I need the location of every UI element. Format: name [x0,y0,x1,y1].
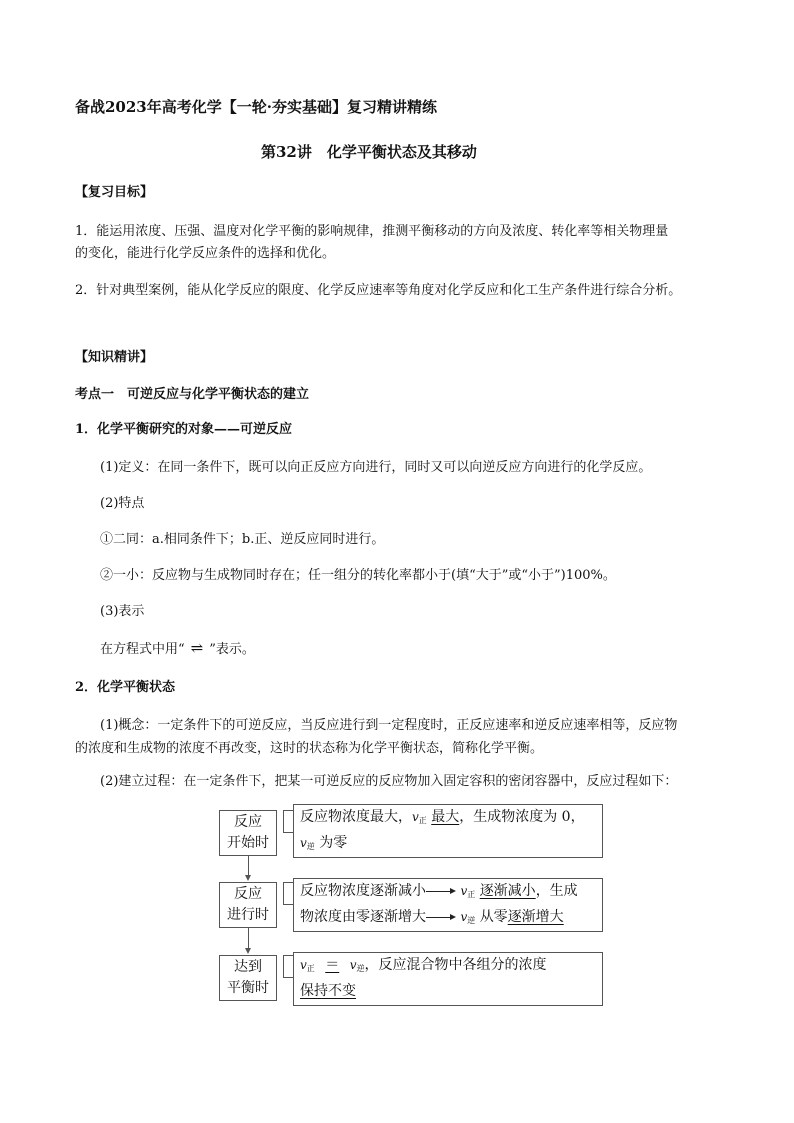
start-description-box [293,804,603,858]
stage-equilibrium-box [219,955,277,1001]
v-letter: v [412,810,419,824]
v-letter: v [460,910,468,924]
section-1-title: 1．化学平衡研究的对象——可逆反应 [75,422,293,437]
equilibrium-desc-blank-constant: 保持不变 [300,983,356,999]
progress-desc-text-c: ，生成 [535,883,578,899]
v-letter: v [349,958,357,972]
start-desc-blank-max: 最大 [431,809,460,825]
concept-line-1: (1)概念：一定条件下的可逆反应，当反应进行到一定程度时，正反应速率和逆反应速率相等，反应物 [100,718,678,733]
representation-suffix: ”表示。 [209,642,255,657]
lecture-title: 第32讲 化学平衡状态及其移动 [261,143,477,161]
stage-progress-box [219,882,277,928]
stage-start-line-2: 开始时 [227,835,269,851]
stage-progress-line-1: 反应 [234,886,262,902]
concept-line-2: 的浓度和生成物的浓度不再改变，这时的状态称为化学平衡状态，简称化学平衡。 [75,741,544,756]
feature-1: ①二同：a.相同条件下；b.正、逆反应同时进行。 [100,532,385,547]
reverse-subscript: 逆 [467,916,476,925]
feature-2: ②一小：反应物与生成物同时存在；任一组分的转化率都小于(填“大于”或“小于”)100%。 [100,568,616,583]
v-forward-symbol [412,810,427,824]
stage-equilibrium-line-2: 平衡时 [227,980,269,996]
progress-desc-blank-increase: 逐渐增大 [507,909,564,925]
v-letter: v [300,836,307,850]
stage-start-box [219,810,277,856]
flow-arrow-head-2 [245,948,251,954]
start-desc-text-d: 为零 [314,835,348,851]
right-arrow-icon [426,912,456,922]
v-forward-symbol [300,958,315,972]
document-title: 备战2023年高考化学【一轮·夯实基础】复习精讲精练 [75,98,437,116]
goals-heading: 【复习目标】 [75,185,154,200]
stage-progress-line-2: 进行时 [227,907,269,923]
bracket-3 [283,955,293,978]
equilibrium-desc-text-a: ，反应混合物中各组分的浓度 [364,957,547,973]
progress-desc-blank-decrease: 逐渐减小 [479,883,536,899]
start-desc-text-c: ，生成物浓度为 0， [459,809,585,825]
progress-desc-text-a: 反应物浓度逐渐减小 [300,883,426,899]
reverse-subscript: 逆 [356,964,365,973]
goal-2: 2．针对典型案例，能从化学反应的限度、化学反应速率等角度对化学反应和化工生产条件进行综合分析。 [75,283,682,298]
progress-description-box [293,878,603,932]
stage-equilibrium-line-1: 达到 [234,959,262,975]
equilibrium-description-box [293,952,603,1006]
representation-prefix: 在方程式中用“ [100,642,185,657]
v-reverse-symbol [300,836,315,850]
point-one-title: 考点一 可逆反应与化学平衡状态的建立 [75,387,310,402]
reversible-arrow-symbol: ⇌ [190,639,204,657]
bracket-2 [283,882,293,905]
reverse-subscript: 逆 [306,842,315,851]
knowledge-heading: 【知识精讲】 [75,350,154,365]
flow-arrow-head-1 [245,875,251,881]
section-2-title: 2．化学平衡状态 [75,680,176,695]
process-intro: (2)建立过程：在一定条件下，把某一可逆反应的反应物加入固定容积的密闭容器中，反应过程如下： [100,774,678,789]
flow-arrow-line-2 [248,928,249,949]
forward-subscript: 正 [467,890,476,899]
flow-arrow-line-1 [248,856,249,876]
v-reverse-symbol [350,958,365,972]
forward-subscript: 正 [306,964,315,973]
stage-start-line-1: 反应 [234,814,262,830]
start-desc-text-a: 反应物浓度最大， [300,809,412,825]
bracket-1 [283,810,293,833]
right-arrow-icon [426,886,456,896]
progress-desc-text-e: 从零 [479,909,508,925]
representation-text [100,638,255,657]
goal-1-line-1: 1．能运用浓度、压强、温度对化学平衡的影响规律，推测平衡移动的方向及浓度、转化率等相关物理量 [75,224,669,239]
equilibrium-blank-equal: ＝ [325,957,340,973]
v-letter: v [300,958,307,972]
v-reverse-symbol [460,910,475,924]
v-letter: v [460,884,468,898]
goal-1-line-2: 的变化，能进行化学反应条件的选择和优化。 [75,246,336,261]
progress-desc-text-d: 物浓度由零逐渐增大 [300,909,426,925]
forward-subscript: 正 [418,816,427,825]
definition-text: (1)定义：在同一条件下，既可以向正反应方向进行，同时又可以向逆反应方向进行的化学反应。 [100,460,652,475]
representation-title: (3)表示 [100,604,145,619]
v-forward-symbol [460,884,475,898]
feature-title: (2)特点 [100,496,145,511]
